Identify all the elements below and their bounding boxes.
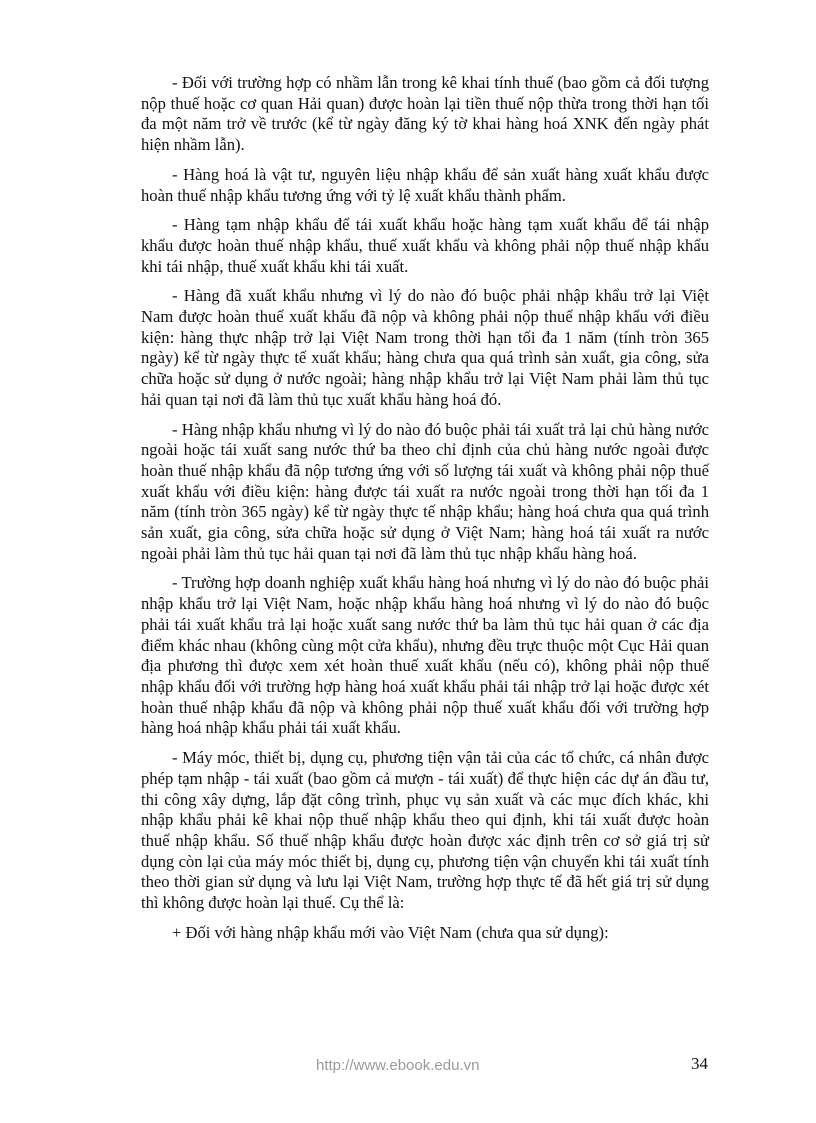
paragraph-different-border-gates: - Trường hợp doanh nghiệp xuất khẩu hàng hoá nhưng vì lý do nào đó buộc phải nhập khẩu trở lại Việt Nam, hoặc nhập khẩu hàng hoá nhưng vì lý do nào đó buộc phải tái xuất khẩu trả lại hoặc xuất sang nước thứ ba làm thủ tục hải quan ở các địa điểm khác nhau (không cùng một cửa khẩu), nhưng đều trực thuộc một Cục Hải quan địa phương thì được xem xét hoàn thuế xuất khẩu (nếu có), không phải nộp thuế nhập khẩu đối với trường hợp hàng hoá xuất khẩu phải tái nhập trở lại hoặc được xét hoàn thuế nhập khẩu đã nộp và không phải nộp thuế xuất khẩu đối với trường hợp hàng hoá nhập khẩu phải tái xuất khẩu.	[141, 573, 709, 738]
paragraph-machinery-equipment: - Máy móc, thiết bị, dụng cụ, phương tiện vận tải của các tổ chức, cá nhân được phép tạm nhập - tái xuất (bao gồm cả mượn - tái xuất) để thực hiện các dự án đầu tư, thi công xây dựng, lắp đặt công trình, phục vụ sản xuất và các mục đích khác, khi nhập khẩu phải kê khai nộp thuế nhập khẩu theo qui định, khi tái xuất được hoàn thuế nhập khẩu. Số thuế nhập khẩu được hoàn được xác định trên cơ sở giá trị sử dụng còn lại của máy móc thiết bị, dụng cụ, phương tiện vận chuyển khi tái xuất tính theo thời gian sử dụng và lưu lại Việt Nam, trường hợp thực tế đã hết giá trị sử dụng thì không được hoàn lại thuế. Cụ thể là:	[141, 748, 709, 913]
page-number: 34	[691, 1054, 708, 1073]
paragraph-raw-materials-refund: - Hàng hoá là vật tư, nguyên liệu nhập khẩu để sản xuất hàng xuất khẩu được hoàn thuế nhập khẩu tương ứng với tỷ lệ xuất khẩu thành phẩm.	[141, 164, 709, 205]
paragraph-exported-goods-reimport: - Hàng đã xuất khẩu nhưng vì lý do nào đó buộc phải nhập khẩu trở lại Việt Nam được hoàn thuế xuất khẩu đã nộp và không phải nộp thuế nhập khẩu với điều kiện: hàng thực nhập trở lại Việt Nam trong thời hạn tối đa 1 năm (tính tròn 365 ngày) kể từ ngày thực tế xuất khẩu; hàng chưa qua quá trình sản xuất, gia công, sửa chữa hoặc sử dụng ở nước ngoài; hàng nhập khẩu trở lại Việt Nam phải làm thủ tục hải quan tại nơi đã làm thủ tục xuất khẩu hàng hoá đó.	[141, 286, 709, 409]
document-body	[141, 73, 709, 952]
paragraph-tax-error-refund: - Đối với trường hợp có nhầm lẫn trong kê khai tính thuế (bao gồm cả đối tượng nộp thuế hoặc cơ quan Hải quan) được hoàn lại tiền thuế nộp thừa trong thời hạn tối đa một năm trở về trước (kể từ ngày đăng ký tờ khai hàng hoá XNK đến ngày phát hiện nhầm lẫn).	[141, 73, 709, 155]
paragraph-temporary-import-export: - Hàng tạm nhập khẩu để tái xuất khẩu hoặc hàng tạm xuất khẩu để tái nhập khẩu được hoàn thuế nhập khẩu, thuế xuất khẩu và không phải nộp thuế nhập khẩu khi tái nhập, thuế xuất khẩu khi tái xuất.	[141, 215, 709, 276]
paragraph-imported-goods-reexport: - Hàng nhập khẩu nhưng vì lý do nào đó buộc phải tái xuất trả lại chủ hàng nước ngoài hoặc tái xuất sang nước thứ ba theo chỉ định của chủ hàng nước ngoài được hoàn thuế nhập khẩu đã nộp tương ứng với số lượng tái xuất và không phải nộp thuế xuất khẩu với điều kiện: hàng được tái xuất ra nước ngoài trong thời hạn tối đa 1 năm (tính tròn 365 ngày) kể từ ngày thực tế nhập khẩu; hàng hoá chưa qua quá trình sản xuất, gia công, sửa chữa hoặc sử dụng ở Việt Nam; hàng hoá tái xuất ra nước ngoài phải làm thủ tục hải quan tại nơi đã làm thủ tục nhập khẩu hàng hoá.	[141, 419, 709, 563]
paragraph-new-imports: + Đối với hàng nhập khẩu mới vào Việt Nam (chưa qua sử dụng):	[172, 922, 609, 942]
footer-url: http://www.ebook.edu.vn	[316, 1057, 480, 1074]
